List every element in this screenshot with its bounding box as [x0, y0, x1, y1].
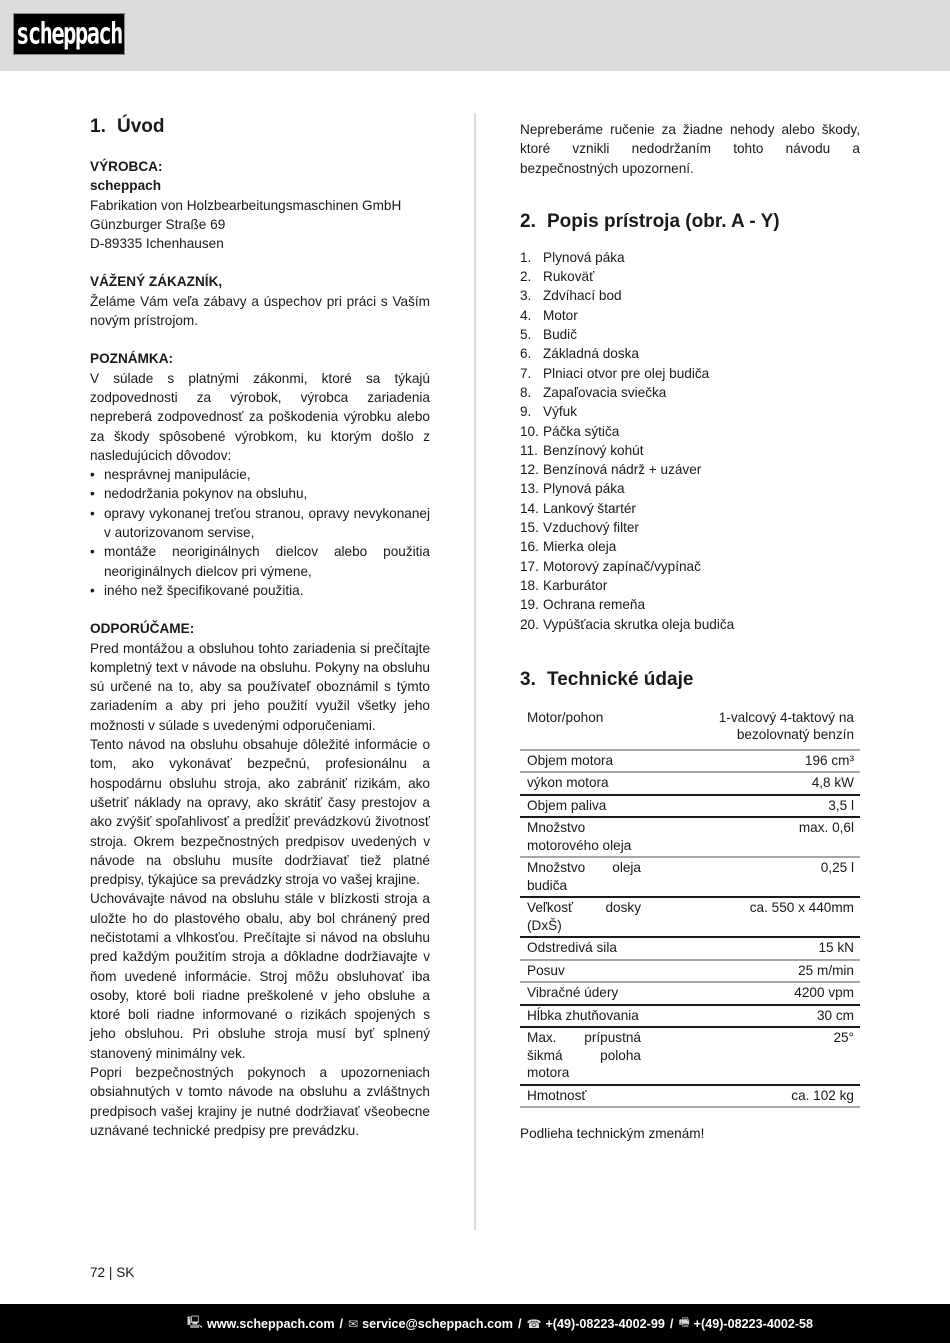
part-number: 13. — [520, 481, 539, 497]
spec-key: Objem paliva — [527, 797, 607, 813]
recommend-paragraph: Popri bezpečnostných pokynoch a upozorneniach obsiahnutých v tomto návode na obsluhu a zvláštnych predpisoch vašej krajiny je nutné dodržiavať všeobecne uznávané technické predpisy pre prevádzku. — [90, 1065, 430, 1138]
part-label: Motor — [543, 307, 578, 323]
page-number-value: 72 — [90, 1265, 106, 1280]
part-label: Rukoväť — [543, 269, 595, 285]
spec-row — [520, 937, 860, 960]
part-item — [520, 441, 860, 460]
page-separator: | — [108, 1265, 113, 1280]
bullet-item: • montáže neoriginálnych dielcov alebo použitia neoriginálnych dielcov pri výmene, — [90, 542, 430, 581]
bullet-item: • iného než špecifikované použitia. — [90, 581, 430, 600]
part-label: Budič — [543, 327, 578, 343]
spec-value: ca. 550 x 440mm — [749, 900, 854, 916]
spec-value: 30 cm — [816, 1007, 854, 1023]
part-label: Zapaľovacia sviečka — [543, 384, 667, 400]
parts-list — [520, 248, 860, 634]
part-number: 14. — [520, 500, 539, 516]
section-2-heading — [520, 208, 860, 236]
spec-row — [520, 1085, 860, 1108]
part-item — [520, 364, 860, 383]
part-number: 6. — [520, 346, 532, 362]
spec-value: 196 cm³ — [804, 752, 854, 768]
spec-value: 25° — [833, 1030, 854, 1046]
part-item — [520, 248, 860, 267]
phone-icon: ☎ — [526, 1316, 542, 1331]
part-number: 7. — [520, 365, 532, 381]
footer-separator: / — [339, 1316, 344, 1331]
spec-key: Vibračné údery — [527, 985, 619, 1001]
footer-separator: / — [669, 1316, 674, 1331]
spec-value: 25 m/min — [798, 962, 854, 978]
spec-row — [520, 982, 860, 1005]
spec-key: Množstvo oleja budiča — [527, 860, 641, 893]
part-label: Motorový zapínač/vypínač — [543, 558, 701, 574]
spec-row — [520, 960, 860, 983]
footer-phone: +(49)-08223-4002-99 — [545, 1316, 665, 1331]
spec-row — [520, 795, 860, 818]
spec-row — [520, 1005, 860, 1028]
spec-key: Hmotnosť — [527, 1087, 587, 1103]
spec-row — [520, 709, 860, 750]
spec-key: Motor/pohon — [527, 709, 604, 725]
part-item — [520, 383, 860, 402]
header-bar — [0, 0, 950, 71]
note-label: POZNÁMKA: — [90, 351, 174, 367]
part-item — [520, 267, 860, 286]
part-label: Základná doska — [543, 346, 639, 362]
part-number: 2. — [520, 269, 532, 285]
manufacturer-line: Fabrikation von Holzbearbeitungsmaschinen GmbH — [90, 197, 402, 213]
part-label: Plynová páka — [543, 249, 625, 265]
manufacturer-line: Günzburger Straße 69 — [90, 216, 226, 232]
note-bullet-list — [90, 465, 430, 600]
part-label: Lankový štartér — [543, 500, 636, 516]
section-title: Úvod — [117, 116, 165, 137]
part-label: Vypúšťacia skrutka oleja budiča — [543, 616, 735, 632]
page-language: SK — [116, 1265, 135, 1280]
part-item — [520, 460, 860, 479]
part-label: Plniaci otvor pre olej budiča — [543, 365, 710, 381]
liability-text: Nepreberáme ručenie za žiadne nehody alebo škody, ktoré vznikli nedodržaním tohto návodu a bezpečnostných upozornení. — [520, 122, 860, 176]
part-label: Benzínový kohút — [543, 442, 644, 458]
spec-row — [520, 772, 860, 795]
spec-value: 15 kN — [818, 940, 854, 956]
part-item — [520, 286, 860, 305]
section-1-heading — [90, 113, 430, 141]
bullet-item: • nesprávnej manipulácie, — [90, 465, 430, 484]
footer-fax: +(49)-08223-4002-58 — [693, 1316, 814, 1331]
spec-row — [520, 857, 860, 897]
envelope-icon: ✉ — [348, 1316, 359, 1331]
part-item — [520, 422, 860, 441]
left-column — [90, 113, 430, 1140]
part-item — [520, 576, 860, 595]
computer-icon: 🖳 — [186, 1315, 203, 1329]
part-number: 12. — [520, 462, 539, 478]
column-divider — [474, 113, 476, 1230]
spec-value: 0,25 l — [820, 860, 854, 876]
spec-value: 4,8 kW — [811, 775, 854, 791]
part-number: 18. — [520, 577, 539, 593]
spec-key: Hĺbka zhutňovania — [527, 1007, 639, 1023]
spec-value: 1-valcový 4-taktový na bezolovnatý benzín — [718, 709, 854, 743]
manufacturer-name: scheppach — [90, 178, 162, 194]
part-number: 19. — [520, 597, 539, 613]
logo-text: scheppach — [16, 17, 122, 51]
part-item — [520, 306, 860, 325]
part-label: Mierka oleja — [543, 539, 617, 555]
spec-value: ca. 102 kg — [791, 1087, 854, 1103]
section-title: Popis prístroja (obr. A - Y) — [547, 210, 780, 232]
section-3-heading — [520, 666, 860, 694]
part-label: Plynová páka — [543, 481, 625, 497]
spec-key: Odstredivá sila — [527, 940, 617, 956]
part-label: Páčka sýtiča — [543, 423, 620, 439]
part-number: 8. — [520, 384, 532, 400]
part-item — [520, 344, 860, 363]
spec-row — [520, 1027, 860, 1085]
part-number: 17. — [520, 558, 539, 574]
part-number: 15. — [520, 520, 539, 536]
manufacturer-line: D-89335 Ichenhausen — [90, 236, 224, 252]
recommend-paragraph: Uchovávajte návod na obsluhu stále v blízkosti stroja a uložte ho do plastového obalu, aby bol chránený pred nečistotami a vlhkosťou. Prečítajte si návod na obsluhu pred každým použitím stroja a dôkladne dodržiavajte v ňom uvedené informácie. Stroj môžu obsluhovať iba osoby, ktoré boli riadne preškolené v jeho obsluhe a ktoré boli riadne informované o rizikách spojených s jeho obsluhou. Pri obsluhe stroja musí byť splnený stanovený minimálny vek. — [90, 891, 430, 1061]
part-item — [520, 615, 860, 634]
part-label: Ochrana remeňa — [543, 597, 646, 613]
spec-row — [520, 817, 860, 857]
right-column — [520, 120, 860, 1144]
section-title: Technické údaje — [547, 668, 694, 690]
part-number: 20. — [520, 616, 539, 632]
recommend-paragraph: Tento návod na obsluhu obsahuje dôležité informácie o tom, ako vykonávať bezpečnú, profesionálnu a hospodárnu obsluhu stroja, ako zabrániť rizikám, ako ušetriť náklady na opravy, ako skrátiť časy prestojov a ako zvýšiť spoľahlivosť a predĺžiť prevádzkovú životnosť stroja. Okrem bezpečnostných predpisov uvedených v návode na obsluhu musíte dodržiavať tiež platné predpisy, týkajúce sa prevádzky stroja vo vašej krajine. — [90, 737, 430, 888]
part-number: 10. — [520, 423, 539, 439]
part-label: Výfuk — [543, 404, 577, 420]
page-number — [90, 1265, 134, 1280]
spec-row — [520, 750, 860, 773]
technical-changes-note: Podlieha technickým zmenám! — [520, 1126, 705, 1142]
spec-key: Veľkosť dosky (DxŠ) — [527, 900, 641, 933]
scheppach-logo — [13, 13, 125, 55]
part-label: Karburátor — [543, 577, 608, 593]
bullet-item: • opravy vykonanej treťou stranou, opravy nevykonanej v autorizovanom servise, — [90, 504, 430, 543]
section-number: 2. — [520, 210, 536, 232]
spec-key: Objem motora — [527, 752, 614, 768]
part-item — [520, 402, 860, 421]
fax-icon: 🖷 — [678, 1315, 690, 1329]
part-label: Vzduchový filter — [543, 520, 639, 536]
manufacturer-label: VÝROBCA: — [90, 159, 163, 174]
part-item — [520, 595, 860, 614]
section-number: 3. — [520, 668, 536, 690]
footer-email[interactable]: service@scheppach.com — [362, 1316, 513, 1331]
part-number: 5. — [520, 327, 532, 343]
bullet-item: • nedodržania pokynov na obsluhu, — [90, 484, 430, 503]
part-number: 9. — [520, 404, 532, 420]
customer-label: VÁŽENÝ ZÁKAZNÍK, — [90, 274, 223, 290]
technical-data-table — [520, 709, 860, 1109]
footer-website[interactable]: www.scheppach.com — [206, 1316, 335, 1331]
part-item — [520, 557, 860, 576]
footer-separator: / — [518, 1316, 522, 1331]
part-number: 11. — [520, 442, 538, 458]
part-number: 4. — [520, 307, 532, 323]
spec-value: max. 0,6l — [798, 820, 854, 836]
part-label: Zdvíhací bod — [543, 288, 622, 304]
part-item — [520, 537, 860, 556]
spec-key: výkon motora — [527, 775, 609, 791]
part-item — [520, 325, 860, 344]
recommend-label: ODPORÚČAME: — [90, 621, 195, 637]
spec-value: 3,5 l — [828, 797, 854, 813]
part-label: Benzínová nádrž + uzáver — [543, 462, 702, 478]
spec-key: Max. prípustná šikmá poloha motora — [527, 1030, 641, 1081]
recommend-paragraph: Pred montážou a obsluhou tohto zariadenia si prečítajte kompletný text v návode na obsluhu. Pokyny na obsluhu sú určené na to, aby sa používateľ oboznámil s týmto zariadením a aby pri jeho použití využil všetky jeho možnosti v súlade s uvedenými odporučeniami. — [90, 640, 430, 733]
part-number: 1. — [520, 249, 532, 265]
part-item — [520, 518, 860, 537]
part-item — [520, 499, 860, 518]
part-item — [520, 479, 860, 498]
part-number: 3. — [520, 288, 532, 304]
footer-contact-bar — [0, 1304, 950, 1343]
spec-row — [520, 897, 860, 937]
spec-key: Množstvo motorového oleja — [527, 820, 632, 853]
spec-value: 4200 vpm — [794, 985, 854, 1001]
customer-text: Želáme Vám veľa zábavy a úspechov pri práci s Vaším novým prístrojom. — [90, 293, 430, 329]
section-number: 1. — [90, 116, 106, 137]
note-text: V súlade s platnými zákonmi, ktoré sa týkajú zodpovednosti za výrobok, výrobca zariadenia nepreberá zodpovednosť za poškodenia výrobku alebo za škody spôsobené výrobkom, ku ktorým došlo z nasledujúcich dôvodov: — [90, 370, 430, 463]
part-number: 16. — [520, 539, 539, 555]
spec-key: Posuv — [527, 962, 565, 978]
